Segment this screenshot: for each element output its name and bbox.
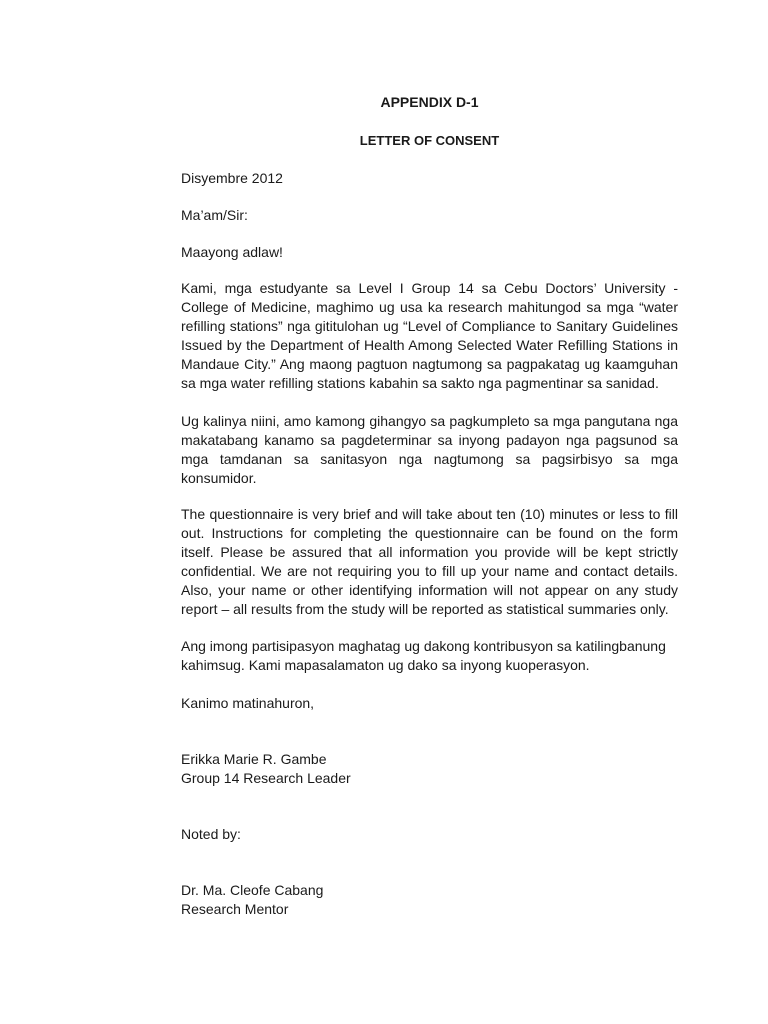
signatory-name: Erikka Marie R. Gambe [181, 751, 327, 767]
letter-title: LETTER OF CONSENT [359, 133, 500, 148]
signatory-title: Group 14 Research Leader [181, 770, 351, 786]
letter-date: Disyembre 2012 [181, 170, 283, 186]
noted-by-label: Noted by: [181, 826, 241, 842]
mentor-name: Dr. Ma. Cleofe Cabang [181, 882, 324, 898]
body-paragraph-4: Ang imong partisipasyon maghatag ug dakong kontribusyon sa katilingbanung kahimsug. Kami mapasalamaton ug dako sa inyong kuoperasyon. [181, 638, 666, 673]
appendix-title: APPENDIX D-1 [380, 94, 479, 110]
mentor-title: Research Mentor [181, 901, 289, 917]
greeting: Maayong adlaw! [181, 244, 283, 260]
body-paragraph-2: Ug kalinya niini, amo kamong gihangyo sa pagkumpleto sa mga pangutana nga makatabang kanamo sa pagdeterminar sa inyong padayon nga pagsunod sa mga tamdanan sa sanitasyon nga nagtumong sa pagsirbisyo sa mga konsumidor. [181, 413, 678, 486]
salutation: Ma’am/Sir: [181, 207, 248, 223]
body-paragraph-1: Kami, mga estudyante sa Level I Group 14 sa Cebu Doctors’ University - College of Medicine, maghimo ug usa ka research mahitungod sa mga “water refilling stations” nga gititulohan ug “Level of Compliance to Sanitary Guidelines Issued by the Department of Health Among Selected Water Refilling Stations in Mandaue City.” Ang maong pagtuon nagtumong sa pagpakatag ug kaamguhan sa mga water refilling stations kabahin sa sakto nga pagmentinar sa sanidad. [181, 280, 678, 391]
body-paragraph-3: The questionnaire is very brief and will take about ten (10) minutes or less to fill out. Instructions for completing the questionnaire can be found on the form itself. Please be assured that all information you provide will be kept strictly confidential. We are not requiring you to fill up your name and contact details. Also, your name or other identifying information will not appear on any study report – all results from the study will be reported as statistical summaries only. [181, 506, 678, 617]
closing: Kanimo matinahuron, [181, 695, 315, 711]
